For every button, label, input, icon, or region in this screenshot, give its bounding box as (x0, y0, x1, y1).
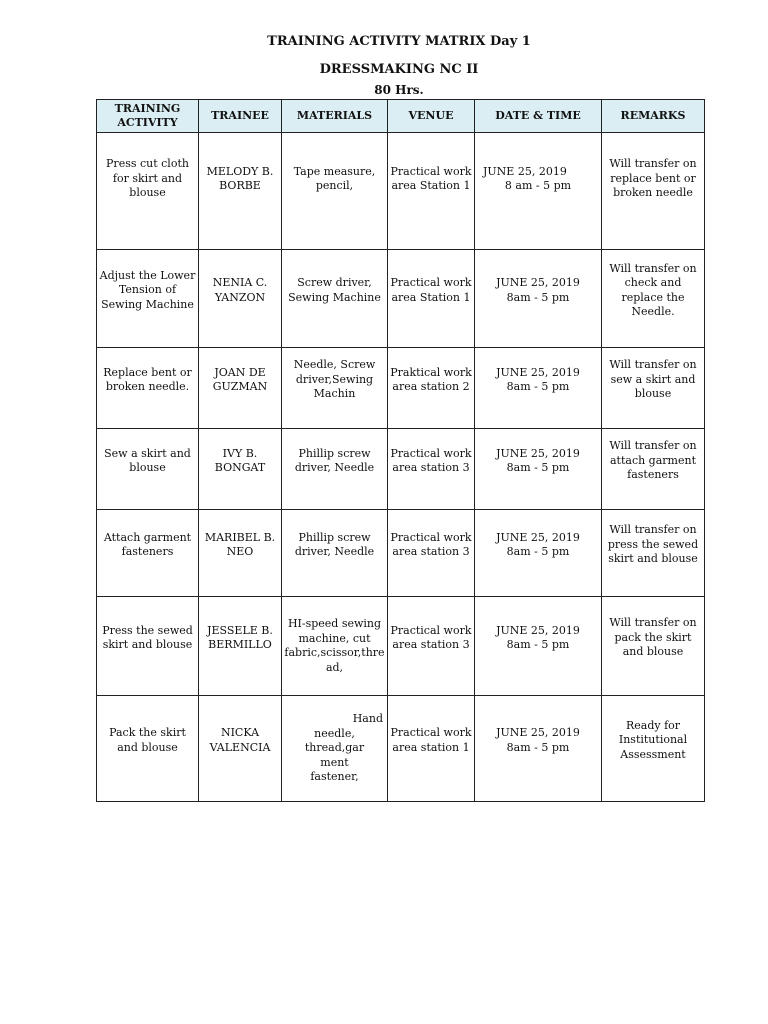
trainee-text: NENIA C. YANZON (212, 276, 268, 304)
date-text: JUNE 25, 2019 (496, 623, 580, 637)
materials-cell (282, 250, 388, 348)
venue-cell (388, 696, 475, 802)
venue-text: Practical work area Station 1 (390, 276, 472, 304)
venue-cell (388, 597, 475, 696)
activity-text: Replace bent or broken needle. (103, 365, 192, 393)
date-text: JUNE 25, 2019 (496, 446, 580, 460)
venue-text: Practical work area station 3 (390, 446, 472, 474)
table-row (97, 133, 705, 250)
hours-label: 80 Hrs. (374, 83, 424, 97)
venue-cell (388, 250, 475, 348)
venue-text: Practical work area station 1 (390, 726, 472, 754)
remarks-cell (602, 696, 705, 802)
time-text: 8 am - 5 pm (504, 179, 572, 192)
materials-text: Tape measure, pencil, (293, 164, 376, 192)
materials-cell (282, 696, 388, 802)
trainee-text: JESSELE B. BERMILLO (207, 623, 273, 651)
time-text: 8am - 5 pm (506, 290, 570, 304)
remarks-cell (602, 250, 705, 348)
trainee-cell (199, 250, 282, 348)
time-text: 8am - 5 pm (506, 638, 570, 651)
materials-text: Phillip screw driver, Needle (294, 446, 375, 474)
remarks-cell (602, 597, 705, 696)
table-row (97, 597, 705, 696)
activity-cell (97, 510, 199, 597)
table-row (97, 429, 705, 510)
materials-cell (282, 348, 388, 429)
table-row (97, 348, 705, 429)
trainee-text: MELODY B. BORBE (206, 164, 274, 192)
column-header-remarks: REMARKS (602, 100, 705, 133)
trainee-cell (199, 696, 282, 802)
materials-cell (282, 597, 388, 696)
activity-text: Press the sewed skirt and blouse (102, 623, 193, 651)
date-text: JUNE 25, 2019 (496, 276, 580, 289)
activity-text: Sew a skirt and blouse (104, 446, 191, 474)
qualification-title: DRESSMAKING NC II (319, 62, 479, 77)
date-time-cell (475, 429, 602, 510)
activity-cell (97, 348, 199, 429)
activity-cell (97, 597, 199, 696)
materials-text: Screw driver, Sewing Machine (288, 276, 381, 304)
remarks-text: Will transfer on check and replace the Needle. (609, 261, 697, 318)
venue-cell (388, 133, 475, 250)
date-time-cell (475, 696, 602, 802)
time-text: 8am - 5 pm (506, 380, 570, 393)
materials-text: HI-speed sewing machine, cut fabric,scissor,thread, (284, 617, 385, 674)
remarks-text: Will transfer on press the sewed skirt and blouse (607, 523, 699, 566)
venue-text: Practical work area station 3 (390, 623, 472, 651)
venue-cell (388, 348, 475, 429)
remarks-text: Ready for Institutional Assessment (618, 718, 688, 761)
column-header-activity: TRAINING ACTIVITY (97, 100, 199, 133)
activity-cell (97, 133, 199, 250)
venue-cell (388, 510, 475, 597)
activity-text: Attach garment fasteners (103, 530, 192, 558)
remarks-text: Will transfer on sew a skirt and blouse (609, 358, 697, 401)
trainee-cell (199, 133, 282, 250)
remarks-cell (602, 510, 705, 597)
training-matrix-table (96, 99, 705, 802)
column-header-materials: MATERIALS (282, 100, 388, 133)
time-text: 8am - 5 pm (506, 461, 570, 474)
activity-text: Pack the skirt and blouse (109, 726, 186, 754)
materials-cell (282, 510, 388, 597)
materials-text: Needle, Screw driver,Sewing Machin (293, 358, 376, 401)
activity-cell (97, 696, 199, 802)
table-row (97, 510, 705, 597)
venue-cell (388, 429, 475, 510)
materials-cell (282, 429, 388, 510)
materials-text-first: Hand (352, 712, 383, 726)
date-time-cell (475, 133, 602, 250)
activity-cell (97, 250, 199, 348)
materials-text-rest: needle, thread,garment fastener, (304, 726, 365, 784)
trainee-cell (199, 348, 282, 429)
table-row (97, 250, 705, 348)
trainee-text: MARIBEL B. NEO (204, 530, 276, 558)
date-text: JUNE 25, 2019 (496, 530, 580, 544)
venue-text: Practical work area Station 1 (390, 164, 472, 192)
remarks-text: Will transfer on pack the skirt and blouse (609, 616, 697, 659)
date-text: JUNE 25, 2019 (496, 726, 580, 739)
trainee-cell (199, 510, 282, 597)
date-text: JUNE 25, 2019 (496, 365, 580, 379)
activity-text: Press cut cloth for skirt and blouse (106, 157, 189, 200)
venue-text: Praktical work area station 2 (390, 365, 472, 393)
trainee-text: IVY B. BONGAT (214, 446, 266, 474)
trainee-cell (199, 597, 282, 696)
trainee-cell (199, 429, 282, 510)
date-time-cell (475, 250, 602, 348)
column-header-date-time: DATE & TIME (475, 100, 602, 133)
date-time-cell (475, 510, 602, 597)
activity-text: Adjust the Lower Tension of Sewing Machine (99, 268, 196, 311)
time-text: 8am - 5 pm (506, 545, 570, 558)
time-text: 8am - 5 pm (506, 740, 570, 754)
materials-cell (282, 133, 388, 250)
trainee-text: JOAN DE GUZMAN (212, 365, 268, 393)
date-time-cell (475, 348, 602, 429)
remarks-text: Will transfer on replace bent or broken needle (609, 157, 697, 200)
remarks-text: Will transfer on attach garment fasteners (609, 439, 697, 482)
table-row (97, 696, 705, 802)
activity-cell (97, 429, 199, 510)
remarks-cell (602, 348, 705, 429)
materials-text: Phillip screw driver, Needle (294, 530, 375, 558)
column-header-trainee: TRAINEE (199, 100, 282, 133)
remarks-cell (602, 133, 705, 250)
column-header-venue: VENUE (388, 100, 475, 133)
document-title: TRAINING ACTIVITY MATRIX Day 1 (267, 34, 531, 49)
trainee-text: NICKA VALENCIA (209, 726, 271, 754)
remarks-cell (602, 429, 705, 510)
date-time-cell (475, 597, 602, 696)
date-text: JUNE 25, 2019 (483, 164, 567, 178)
venue-text: Practical work area station 3 (390, 530, 472, 558)
table-header-row (97, 100, 705, 133)
